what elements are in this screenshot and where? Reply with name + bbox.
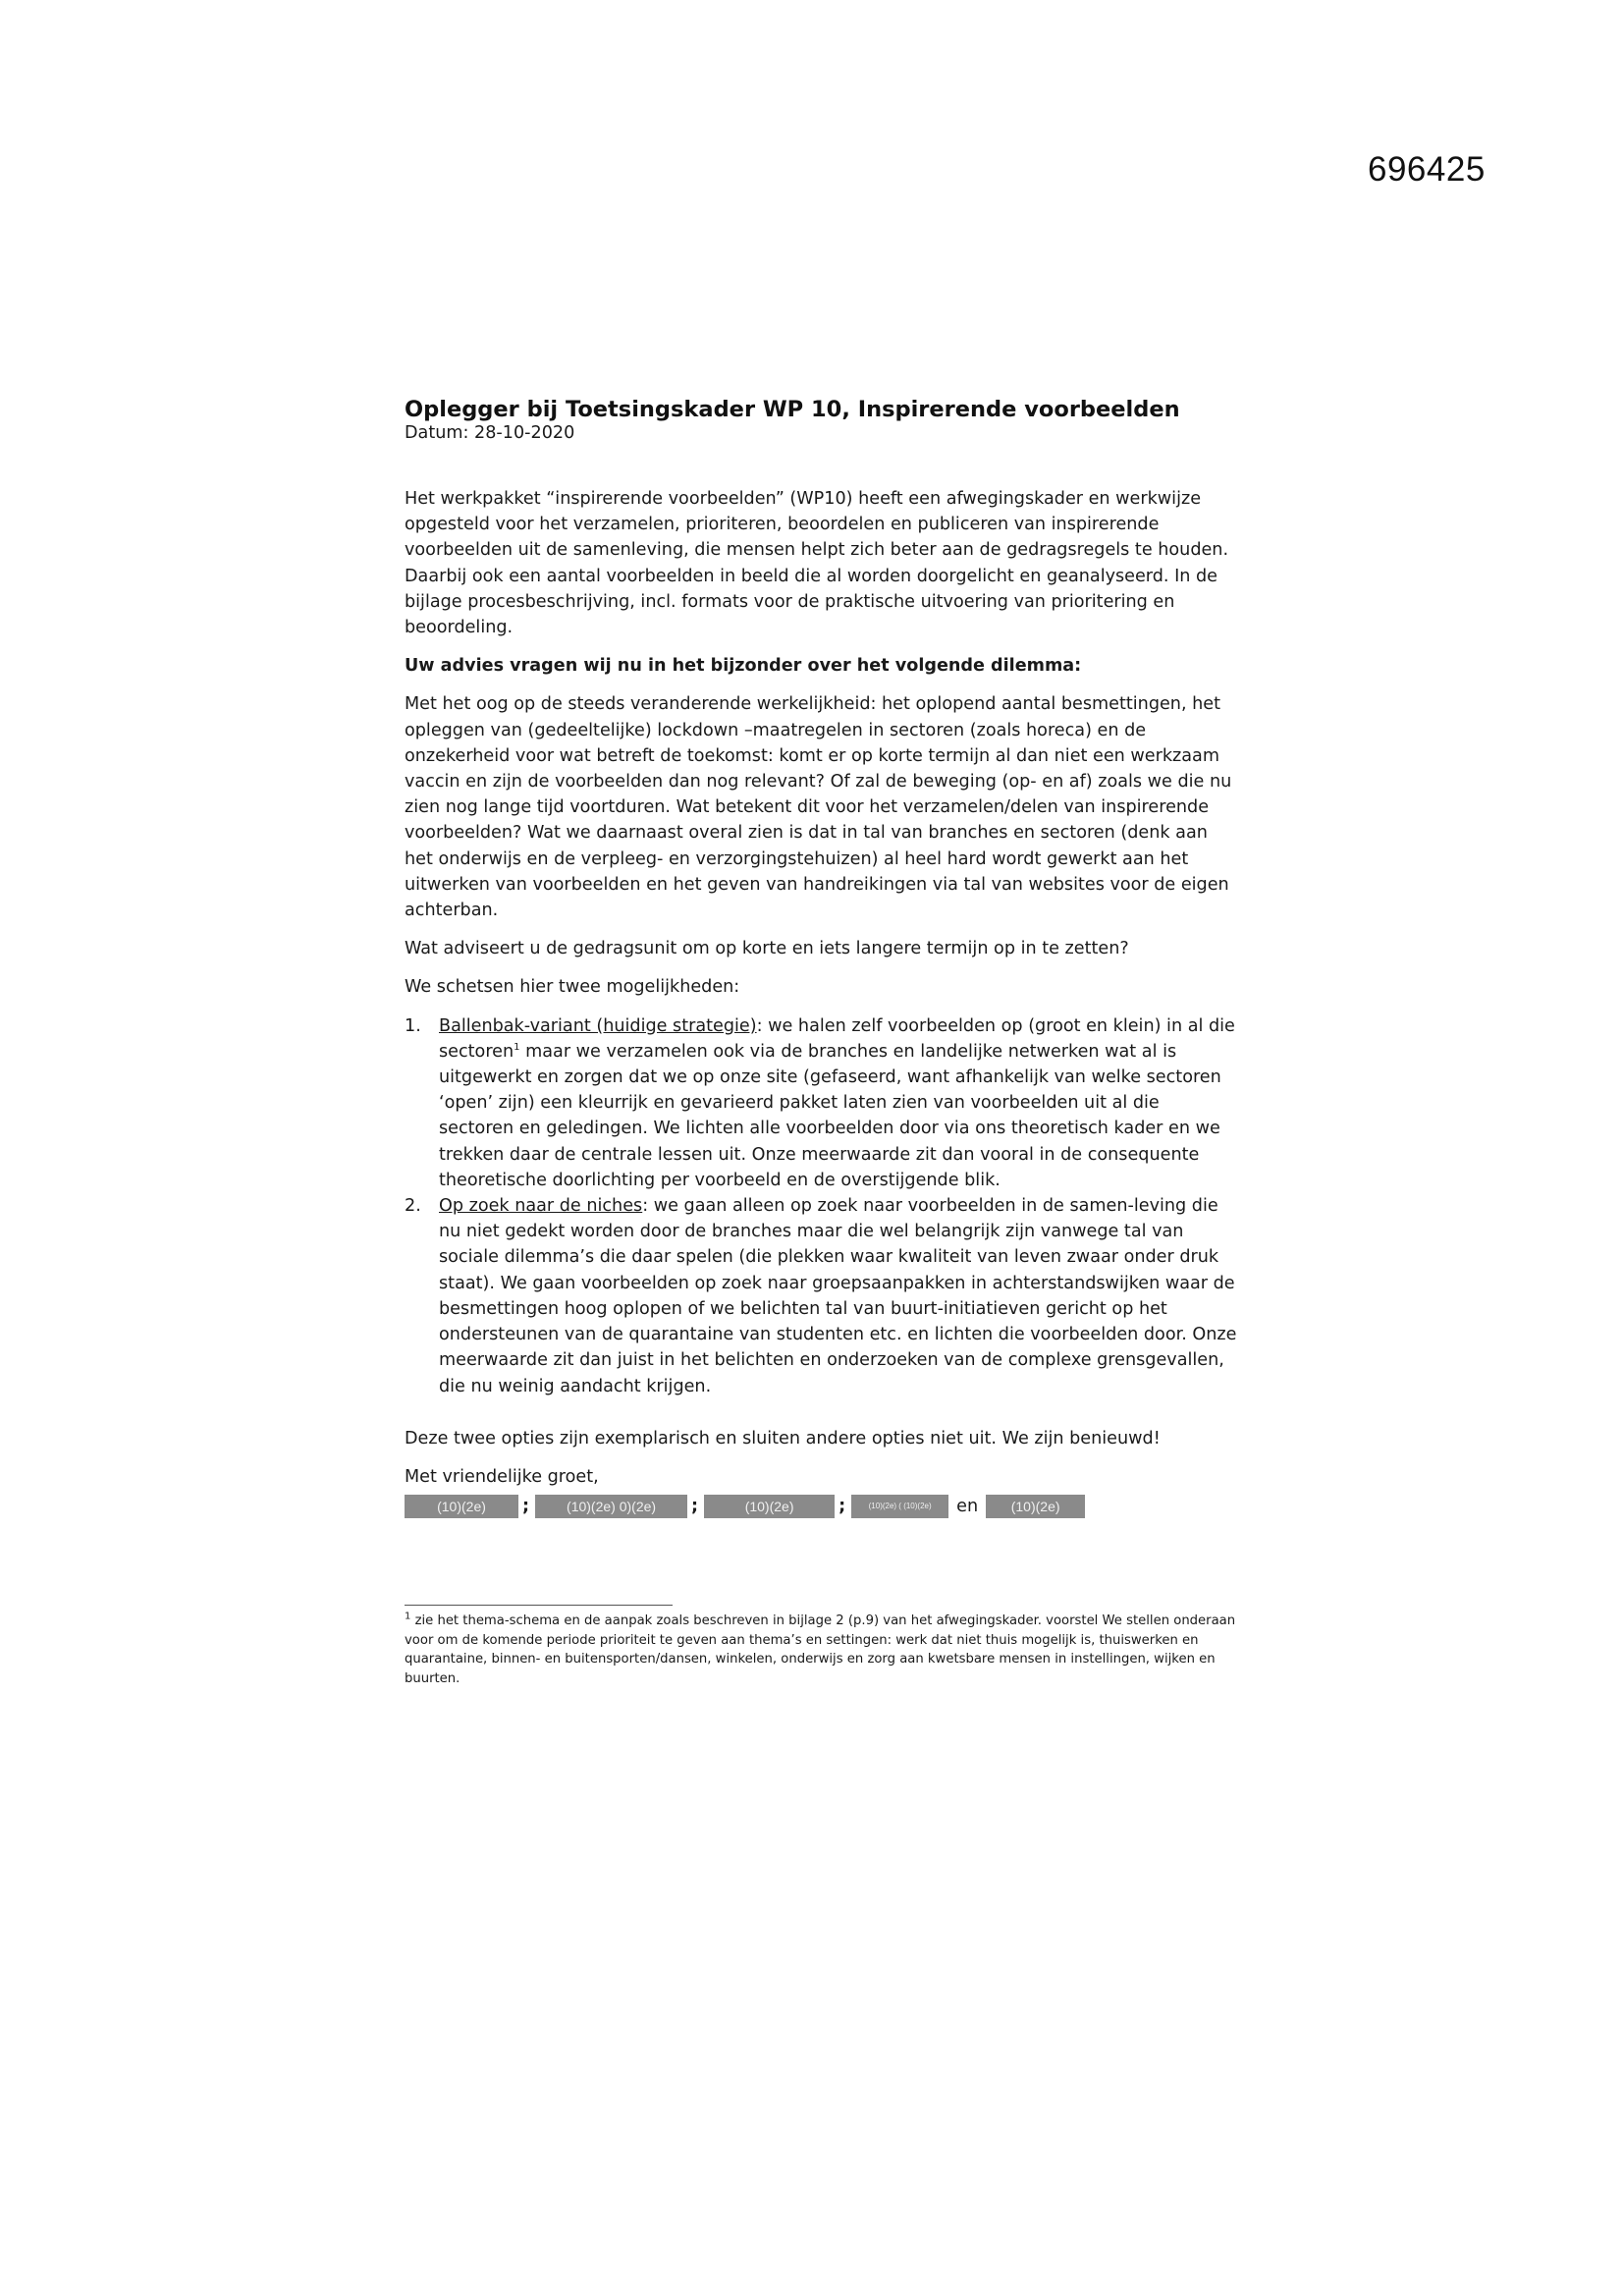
document-title: Oplegger bij Toetsingskader WP 10, Inspirerende voorbeelden (405, 397, 1180, 422)
greeting: Met vriendelijke groet, (405, 1466, 599, 1487)
advice-question: Wat adviseert u de gedragsunit om op korte en iets langere termijn op in te zetten? (405, 939, 1129, 959)
options-intro: We schetsen hier twee mogelijkheden: (405, 977, 740, 998)
closing-paragraph: Deze twee opties zijn exemplarisch en sluiten andere opties niet uit. We zijn benieuwd! (405, 1428, 1161, 1449)
footnote (405, 1612, 1239, 1688)
conjunction: en (956, 1497, 979, 1517)
separator: ; (691, 1497, 699, 1517)
option-text: : we gaan alleen op zoek naar voorbeelden in de samen-leving die nu niet gedekt worden door de branches maar die wel belangrijk zijn vanwege tal van sociale dilemma’s die daar spelen (die plekken waar kwaliteit van leven zwaar onder druk staat). We gaan voorbeelden op zoek naar groepsaanpakken in achterstandswijken waar de besmettingen hoog oplopen of we belichten tal van buurt-initiatieven gericht op het ondersteunen van de quarantaine van studenten etc. en lichten die voorbeelden door. Onze meerwaarde zit dan juist in het belichten en onderzoeken van de complexe grensgevallen, die nu weinig aandacht krijgen. (439, 1196, 1237, 1396)
footnote-reference: 1 (514, 1042, 520, 1053)
list-item (405, 1193, 1239, 1399)
list-item (405, 1013, 1239, 1193)
option-text-continued: maar we verzamelen ook via de branches en landelijke netwerken wat al is uitgewerkt en zorgen dat we op onze site (gefaseerd, want afhankelijk van welke sectoren ‘open’ zijn) een kleurrijk en gevarieerd pakket laten zien van voorbeelden uit al die sectoren en geledingen. We lichten alle voorbeelden door via ons theoretisch kader en we trekken daar de centrale lessen uit. Onze meerwaarde zit dan vooral in de consequente theoretische doorlichting per voorbeeld en de overstijgende blik. (439, 1041, 1221, 1190)
footnote-divider (405, 1605, 673, 1606)
dilemma-paragraph: Met het oog op de steeds veranderende werkelijkheid: het oplopend aantal besmettingen, het opleggen van (gedeeltelijke) lockdown –maatregelen in sectoren (zoals horeca) en de onzekerheid voor wat betreft de toekomst: komt er op korte termijn al dan niet een werkzaam vaccin en zijn de voorbeelden dan nog relevant? Of zal de beweging (op- en af) zoals we die nu zien nog lange tijd voortduren. Wat betekent dit voor het verzamelen/delen van inspirerende voorbeelden? Wat we daarnaast overal zien is dat in tal van branches en sectoren (denk aan het onderwijs en de verpleeg- en verzorgingstehuizen) al heel hard wordt gewerkt aan het uitwerken van voorbeelden en het geven van handreikingen via tal van websites voor de eigen achterban. (405, 694, 1232, 921)
intro-paragraph: Het werkpakket “inspirerende voorbeelden” (WP10) heeft een afwegingskader en werkwijze opgesteld voor het verzamelen, prioriteren, beoordelen en publiceren van inspirerende voorbeelden uit de samenleving, die mensen helpt zich beter aan de gedragsregels te houden. Daarbij ook een aantal voorbeelden in beeld die al worden doorgelicht en geanalyseerd. In de bijlage procesbeschrijving, incl. formats voor de praktische uitvoering van prioritering en beoordeling. (405, 489, 1229, 638)
list-item-number: 2. (405, 1196, 421, 1217)
footnote-text: zie het thema-schema en de aanpak zoals beschreven in bijlage 2 (p.9) van het afwegingskader. voorstel We stellen onderaan voor om de komende periode prioriteit te geven aan thema’s en settingen: werk dat niet thuis mogelijk is, thuiswerken en quarantaine, binnen- en buitensporten/dansen, winkelen, onderwijs en zorg aan kwetsbare mensen in instellingen, wijken en buurten. (405, 1613, 1236, 1686)
footnote-marker: 1 (405, 1611, 411, 1622)
document-number: 696425 (1368, 150, 1486, 189)
signatories-row (405, 1494, 1239, 1519)
redacted-name: (10)(2e) (704, 1495, 835, 1518)
option-text: : we halen zelf voorbeelden op (groot en klein) in al die sectoren (439, 1015, 1235, 1062)
options-list (405, 1013, 1239, 1399)
redacted-name: (10)(2e) (986, 1495, 1085, 1518)
letter-body (405, 397, 1239, 1519)
redacted-name: (10)(2e) (405, 1495, 518, 1518)
separator: ; (839, 1497, 846, 1517)
document-date: Datum: 28-10-2020 (405, 423, 575, 443)
option-title: Ballenbak-variant (huidige strategie) (439, 1015, 757, 1036)
list-item-number: 1. (405, 1015, 421, 1036)
option-title: Op zoek naar de niches (439, 1196, 643, 1217)
redacted-name: (10)(2e) 0)(2e) (535, 1495, 687, 1518)
redacted-name: (10)(2e) ( (10)(2e) (851, 1495, 948, 1518)
question-heading: Uw advies vragen wij nu in het bijzonder over het volgende dilemma: (405, 656, 1082, 677)
separator: ; (522, 1497, 530, 1517)
